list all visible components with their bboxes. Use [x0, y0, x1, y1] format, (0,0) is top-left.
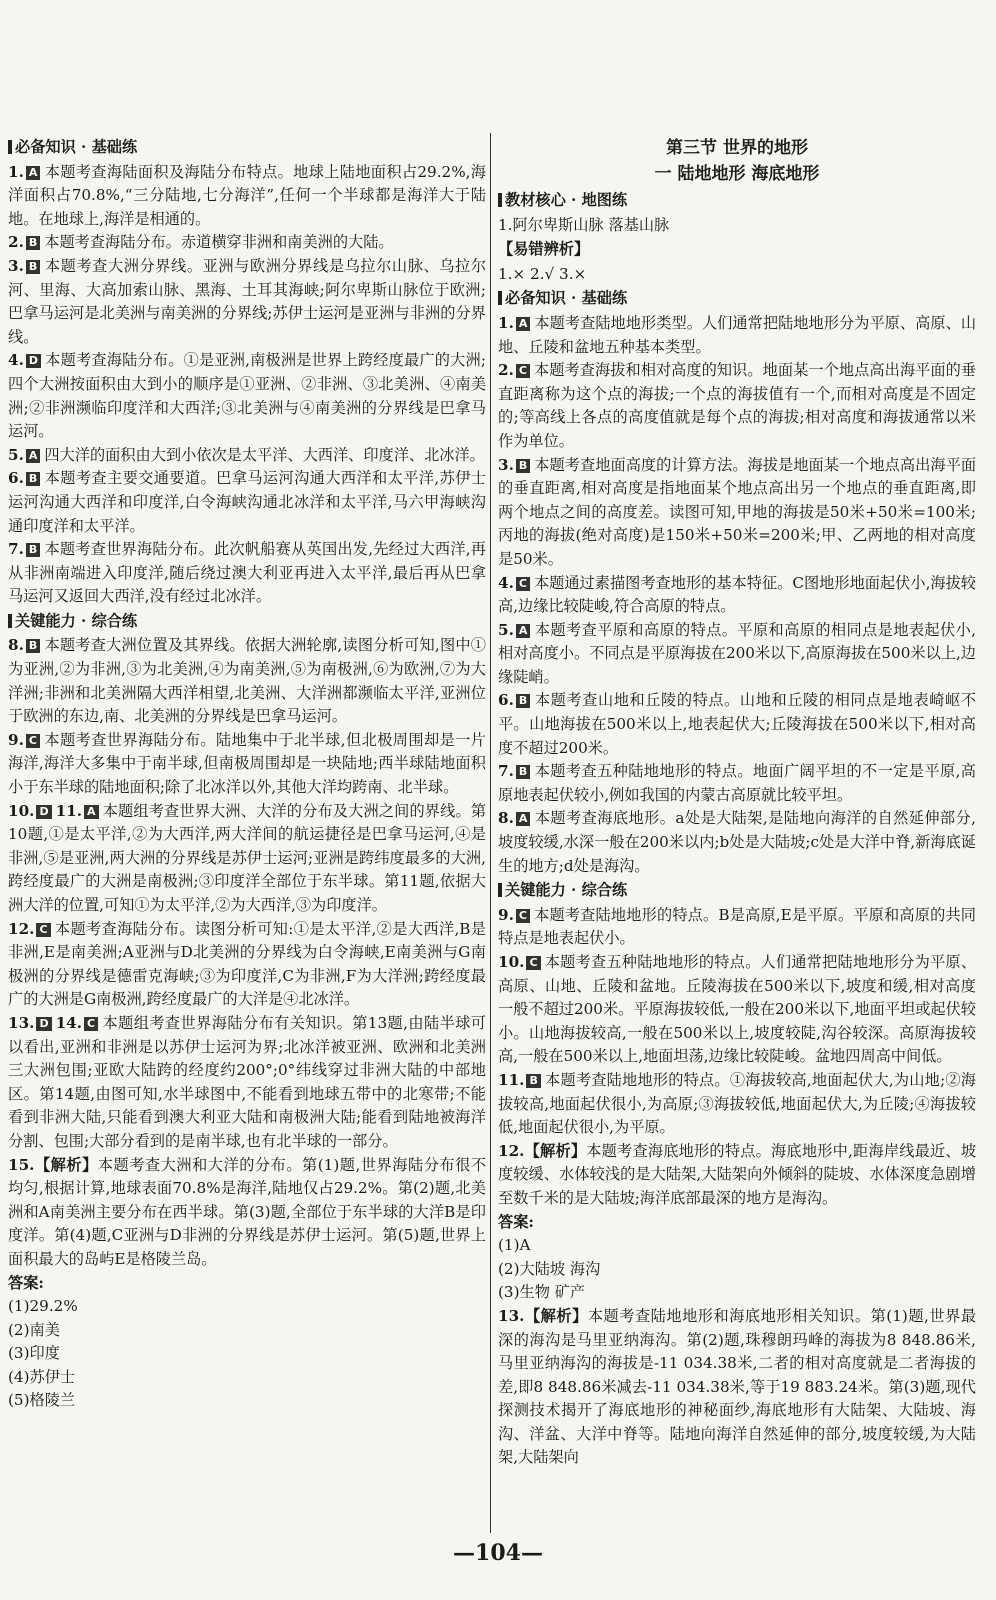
item-text: 本题考查海底地形。a处是大陆架,是陆地向海洋的自然延伸部分,坡度较缓,水深一般在200米以内;b处是大陆坡;c处是大洋中脊,新海底诞生的地方;d处是海沟。	[498, 809, 976, 875]
left-column	[8, 135, 486, 1413]
item-text: 本题考查陆地地形类型。人们通常把陆地地形分为平原、高原、山地、丘陵和盆地五种基本类型。	[498, 313, 976, 356]
answer-choice-badge: C	[516, 577, 530, 591]
answer-choice-badge: C	[516, 909, 530, 923]
answer-choice-badge: A	[516, 317, 531, 331]
answer-label: 答案:	[8, 1273, 44, 1292]
answer-item	[8, 538, 486, 609]
item-number: 11.	[55, 801, 83, 820]
item-number: 7.	[498, 762, 514, 781]
answer-item	[8, 161, 486, 232]
heading-bar-icon	[498, 193, 502, 207]
item-text: 本题考查海陆分布。①是亚洲,南极洲是世界上跨经度最广的大洲;四个大洲按面积由大到小的顺序是①亚洲、②非洲、③北美洲、④南美洲;②非洲濒临印度洋和大西洋;③北美洲与④南美洲的分界线是巴拿马运河。	[8, 351, 486, 441]
item-text: 本题考查陆地地形和海底地形相关知识。第(1)题,世界最深的海沟是马里亚纳海沟。第(2)题,珠穆朗玛峰的海拔为8 848.86米,马里亚纳海沟的海拔是-11 034.38米,二者的相对高度就是二者海拔的差,即8 848.86米减去-11 034.38米,等于19 883.24米。第(3)题,现代探测技术揭开了海底地形的神秘面纱,海底地形有大陆架、大陆坡、海沟、洋盆、大洋中脊等。陆地向海洋自然延伸的部分,坡度较缓,为大陆架,大陆架向	[498, 1306, 977, 1467]
item-number: 10.	[8, 801, 35, 820]
answer-list	[8, 1295, 486, 1413]
error-heading: 【易错辨析】	[498, 240, 590, 259]
analysis-label: 【解析】	[34, 1155, 98, 1174]
answer-item	[8, 800, 486, 918]
page-number: —104—	[453, 1540, 543, 1566]
answer-choice-badge: C	[26, 734, 40, 748]
answer-line: (3)印度	[8, 1344, 60, 1363]
answer-label: 答案:	[498, 1212, 534, 1231]
item-text: 本题考查陆地地形的特点。①海拔较高,地面起伏大,为山地;②海拔较高,地面起伏很小,为高原;③海拔较低,地面起伏大,为丘陵;④海拔较低,地面起伏很小,为平原。	[498, 1070, 976, 1137]
item-number: 3.	[498, 455, 514, 474]
answer-line: (1)29.2%	[8, 1297, 78, 1316]
item-text: 本题考查海陆面积及海陆分布特点。地球上陆地面积占29.2%,海洋面积占70.8%,“三分陆地,七分海洋”,任何一个半球都是海洋大于陆地。在地球上,海洋是相通的。	[8, 162, 486, 228]
analysis-label: 【解析】	[524, 1141, 587, 1160]
item-list	[498, 312, 976, 878]
answer-item	[8, 255, 486, 349]
answer-item	[8, 634, 486, 728]
answer-item	[498, 1069, 976, 1140]
item-number: 12.	[498, 1141, 525, 1160]
item-number: 3.	[8, 256, 24, 275]
answer-item	[8, 1154, 486, 1272]
answer-item	[8, 1012, 486, 1154]
item-text: 本题考查陆地地形的特点。B是高原,E是平原。平原和高原的共同特点是地表起伏小。	[498, 905, 976, 948]
item-number: 5.	[498, 620, 514, 639]
heading-bar-icon	[498, 883, 502, 897]
section-heading: 必备知识 · 基础练	[498, 287, 976, 311]
item-text: 本题考查地面高度的计算方法。海拔是地面某一个地点高出海平面的垂直距离,相对高度是指地面某个地点高出另一个地点的垂直距离,即两个地点之间的高度差。读图可知,甲地的海拔是50米+50米=100米;丙地的海拔(绝对高度)是150米+50米=200米;甲、乙两地的相对高度是50米。	[498, 455, 976, 568]
answer-choice-badge: B	[516, 765, 530, 779]
item-text: 本题考查海陆分布。赤道横穿非洲和南美洲的大陆。	[44, 233, 394, 252]
item-text: 本题考查世界海陆分布。陆地集中于北半球,但北极周围却是一片海洋,海洋大多集中于南半球,但南极周围却是一块陆地;西半球陆地面积小于东半球的陆地面积;除了北冰洋以外,其他大洋均跨南、北半球。	[8, 730, 486, 797]
answer-item	[498, 572, 976, 619]
item-number: 1.	[498, 313, 514, 332]
answer-item	[498, 1305, 976, 1470]
item-text: 本题考查大洲分界线。亚洲与欧洲分界线是乌拉尔山脉、乌拉尔河、里海、大高加索山脉、黑海、土耳其海峡;阿尔卑斯山脉位于欧洲;巴拿马运河是北美洲与南美洲的分界线;苏伊士运河是亚洲与非洲的分界线。	[8, 256, 486, 346]
heading-bar-icon	[8, 140, 12, 154]
item-number: 9.	[8, 730, 24, 749]
item-text: 本题考查世界海陆分布。此次帆船赛从英国出发,先经过大西洋,再从非洲南端进入印度洋,随后绕过澳大利亚再进入太平洋,最后再从巴拿马运河又返回大西洋,没有经过北冰洋。	[8, 540, 486, 606]
section-heading: 关键能力 · 综合练	[8, 610, 486, 634]
binding-edge	[0, 150, 6, 1450]
answer-item	[498, 619, 976, 690]
analysis-label: 【解析】	[524, 1306, 588, 1325]
item-list	[8, 634, 486, 1271]
item-number: 8.	[498, 809, 514, 828]
answer-item	[498, 807, 976, 878]
answer-item	[498, 689, 976, 760]
section-heading: 必备知识 · 基础练	[8, 136, 486, 160]
heading-bar-icon	[498, 291, 502, 305]
answer-choice-badge: D	[36, 805, 51, 819]
answer-choice-badge: B	[526, 1074, 540, 1088]
answer-choice-badge: A	[516, 812, 531, 826]
section-title: 第三节 世界的地形	[666, 138, 808, 158]
answer-choice-badge: A	[84, 805, 99, 819]
item-number: 1.	[8, 162, 24, 181]
item-number: 2.	[498, 361, 514, 380]
section-heading: 关键能力 · 综合练	[498, 879, 976, 903]
item-text: 本题考查主要交通要道。巴拿马运河沟通大西洋和太平洋,苏伊士运河沟通大西洋和印度洋,白令海峡沟通北冰洋和太平洋,马六甲海峡沟通印度洋和太平洋。	[8, 469, 486, 535]
item-number: 11.	[498, 1070, 525, 1089]
item-list	[498, 1305, 976, 1470]
item-text: 四大洋的面积由大到小依次是太平洋、大西洋、印度洋、北冰洋。	[44, 445, 485, 464]
answer-choice-badge: B	[516, 694, 530, 708]
answer-line: (2)大陆坡 海沟	[498, 1259, 601, 1278]
answer-item	[498, 312, 976, 359]
answer-line: (5)格陵兰	[8, 1391, 76, 1410]
item-text: 本题组考查世界海陆分布有关知识。第13题,由陆半球可以看出,亚洲和非洲是以苏伊士运河为界;北冰洋被亚洲、欧洲和北美洲三大洲包围;亚欧大陆跨的经度约200°;0°纬线穿过非洲大陆的中部地区。第14题,由图可知,水半球图中,不能看到地球五带中的北寒带;不能看到非洲大陆,只能看到澳大利亚大陆和南极洲大陆;能看到陆地被海洋分割、包围;大部分看到的是南半球,也有北半球的一部分。	[8, 1013, 486, 1150]
answer-choice-badge: A	[26, 166, 41, 180]
item-list	[498, 904, 976, 1211]
answer-choice-badge: B	[26, 236, 40, 250]
answer-choice-badge: B	[26, 472, 40, 486]
item-text: 本题考查海底地形的特点。海底地形中,距海岸线最近、坡度较缓、水体较浅的是大陆架,大陆架向外倾斜的陡坡、水体深度急剧增至数千米的是大陆坡;海洋底部最深的地方是海沟。	[498, 1141, 977, 1207]
answer-item	[8, 918, 486, 1012]
item-number: 4.	[8, 351, 24, 370]
item-text: 本题考查大洲和大洋的分布。第(1)题,世界海陆分布很不均匀,根据计算,地球表面70.8%是海洋,陆地仅占29.2%。第(2)题,北美洲和A南美洲主要分布在西半球。第(3)题,全部位于东半球的大洋B是印度洋。第(4)题,C亚洲与D非洲的分界线是苏伊士运河。第(5)题,世界上面积最大的岛屿E是格陵兰岛。	[8, 1155, 487, 1268]
item-text: 本题考查五种陆地地形的特点。地面广阔平坦的不一定是平原,高原地表起伏较小,例如我国的内蒙古高原就比较平坦。	[498, 762, 976, 804]
item-text: 本题考查海陆分布。读图分析可知:①是太平洋,②是大西洋,B是非洲,E是南美洲;A亚洲与D北美洲的分界线为白令海峡,E南美洲与G南极洲的分界线是德雷克海峡;③为印度洋,C为非洲,F为大洋洲;跨经度最广的大洲是G南极洲,跨经度最广的大洋是④北冰洋。	[8, 919, 486, 1009]
item-text: 本题考查五种陆地地形的特点。人们通常把陆地地形分为平原、高原、山地、丘陵和盆地。丘陵海拔在500米以下,坡度和缓,相对高度一般不超过200米。平原海拔较低,一般在200米以下,地面平坦或起伏较小。山地海拔较高,一般在500米以上,坡度较陡,沟谷较深。高原海拔较高,一般在500米以上,地面坦荡,边缘比较陡峻。盆地四周高中间低。	[498, 953, 976, 1066]
item-number: 6.	[8, 469, 24, 488]
item-number: 13.	[498, 1306, 525, 1325]
answer-item	[498, 760, 976, 807]
answer-line: (1)A	[498, 1236, 531, 1255]
item-number: 15.	[8, 1155, 35, 1174]
answer-choice-badge: C	[516, 364, 530, 378]
section-heading: 教材核心 · 地图练	[498, 189, 976, 213]
item-number: 5.	[8, 445, 24, 464]
answer-item	[8, 349, 486, 443]
item-number: 6.	[498, 691, 514, 710]
answer-line: 1.阿尔卑斯山脉 落基山脉	[498, 215, 670, 234]
item-text: 本题考查山地和丘陵的特点。山地和丘陵的相同点是地表崎岖不平。山地海拔在500米以上,地表起伏大;丘陵海拔在500米以下,相对高度不超过200米。	[498, 691, 976, 757]
answer-line: 1.× 2.√ 3.×	[498, 264, 587, 283]
item-number: 2.	[8, 233, 24, 252]
heading-bar-icon	[8, 614, 12, 628]
item-number: 14.	[55, 1013, 83, 1032]
item-number: 10.	[498, 953, 525, 971]
item-number: 4.	[498, 573, 514, 592]
answer-choice-badge: C	[36, 923, 50, 937]
answer-choice-badge: B	[26, 260, 40, 274]
answer-choice-badge: A	[516, 624, 531, 638]
answer-choice-badge: B	[26, 543, 40, 557]
item-list	[8, 161, 486, 609]
answer-choice-badge: A	[26, 449, 41, 463]
subsection-title: 一 陆地地形 海底地形	[654, 164, 820, 184]
answer-line: (3)生物 矿产	[498, 1283, 586, 1302]
answer-item	[498, 1140, 976, 1211]
item-number: 9.	[498, 905, 514, 924]
answer-choice-badge: B	[26, 639, 40, 653]
item-text: 本题通过素描图考查地形的基本特征。C图地形地面起伏小,海拔较高,边缘比较陡峻,符合高原的特点。	[498, 573, 976, 616]
item-text: 本题考查海拔和相对高度的知识。地面某一个地点高出海平面的垂直距离称为这个点的海拔;一个点的海拔值有一个,而相对高度是不固定的;等高线上各点的高度值就是每个点的海拔;相对高度和海拔通常以米作为单位。	[498, 361, 976, 450]
item-number: 8.	[8, 636, 24, 655]
answer-choice-badge: D	[26, 354, 41, 368]
right-column	[498, 135, 976, 1470]
item-number: 12.	[8, 919, 35, 938]
column-divider	[490, 133, 491, 1533]
answer-choice-badge: B	[516, 459, 530, 473]
answer-item	[498, 951, 976, 1069]
item-text: 本题考查平原和高原的特点。平原和高原的相同点是地表起伏小,相对高度小。不同点是平原海拔在200米以下,高原海拔在500米以上,边缘陡峭。	[498, 620, 976, 686]
item-number: 7.	[8, 540, 24, 559]
answer-item	[498, 904, 976, 951]
answer-item	[8, 444, 486, 468]
answer-item	[8, 467, 486, 538]
answer-line: (4)苏伊士	[8, 1367, 76, 1386]
answer-item	[498, 454, 976, 572]
item-number: 13.	[8, 1013, 35, 1032]
answer-item	[498, 359, 976, 453]
answer-list	[498, 1234, 976, 1305]
item-text: 本题组考查世界大洲、大洋的分布及大洲之间的界线。第10题,①是太平洋,②为大西洋,两大洋间的航运捷径是巴拿马运河,④是非洲,⑤是亚洲,两大洲的分界线是苏伊士运河;亚洲是跨纬度最多的大洲,跨经度最广的大洲是南极洲;③印度洋全部位于东半球。第11题,依据大洲大洋的位置,可知①为太平洋,②为大西洋,③为印度洋。	[8, 801, 486, 914]
answer-choice-badge: C	[526, 956, 540, 970]
answer-choice-badge: D	[36, 1017, 51, 1031]
answer-choice-badge: C	[84, 1017, 98, 1031]
answer-line: (2)南美	[8, 1320, 60, 1339]
answer-item	[8, 231, 486, 255]
item-text: 本题考查大洲位置及其界线。依据大洲轮廓,读图分析可知,图中①为亚洲,②为非洲,③为北美洲,④为南美洲,⑤为南极洲,⑥为欧洲,⑦为大洋洲;非洲和北美洲隔大西洋相望,北美洲、大洋洲都濒临太平洋,亚洲位于欧洲的东边,南、北美洲的分界线是巴拿马运河。	[8, 636, 486, 726]
answer-item	[8, 729, 486, 800]
